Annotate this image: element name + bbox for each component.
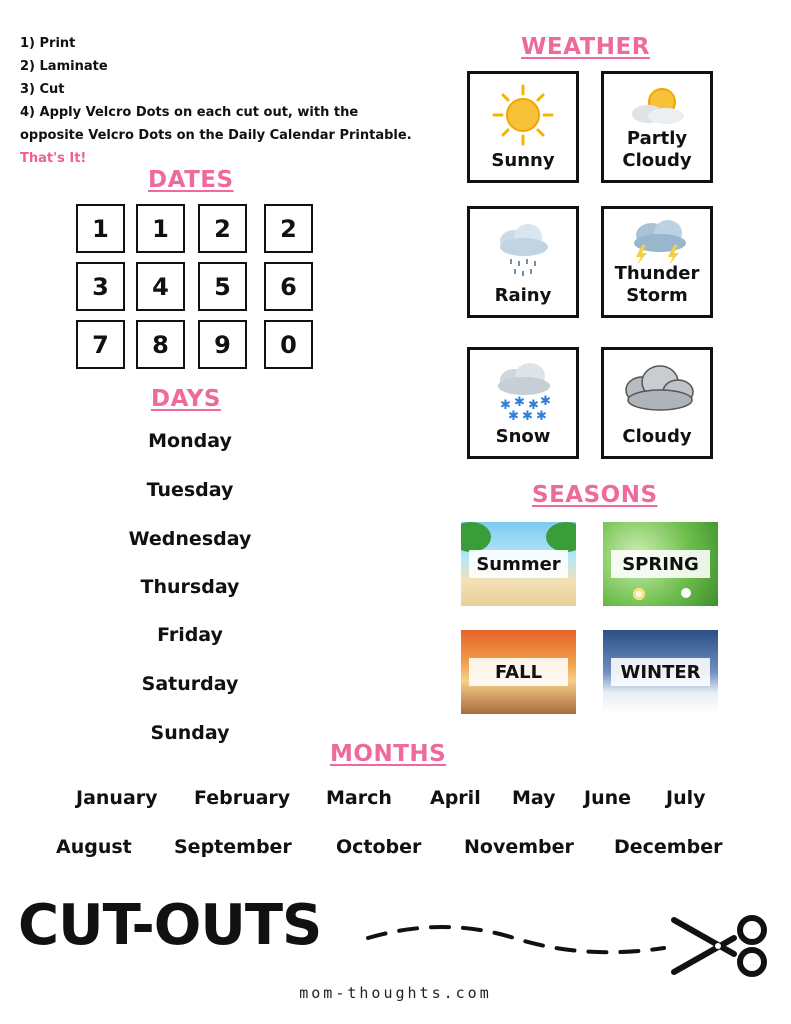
month-label: July	[666, 787, 706, 809]
palm-leaf-icon	[461, 522, 491, 552]
weather-label-line2: Storm	[626, 285, 688, 306]
weather-label-line2: Cloudy	[622, 150, 692, 171]
svg-text:✱: ✱	[514, 395, 525, 410]
dashed-cut-line	[364, 914, 674, 964]
svg-text:✱: ✱	[500, 398, 511, 413]
day-label: Friday	[157, 624, 223, 646]
weather-label-line1: Snow	[495, 426, 551, 447]
instruction-step-1: 1) Print	[20, 36, 76, 51]
palm-leaf-icon	[546, 522, 576, 552]
weather-label-line1: Thunder	[614, 263, 700, 284]
date-tile: 5	[198, 262, 247, 311]
date-tile: 2	[264, 204, 313, 253]
weather-label-line1: Partly	[626, 128, 688, 149]
weather-card-partly-cloudy	[601, 71, 713, 183]
date-tile: 0	[264, 320, 313, 369]
months-heading: MONTHS	[330, 741, 447, 767]
dates-heading: DATES	[148, 167, 234, 193]
instruction-step-3: 3) Cut	[20, 82, 65, 97]
day-label: Tuesday	[146, 479, 234, 501]
date-tile: 6	[264, 262, 313, 311]
season-card-spring	[603, 522, 718, 606]
season-card-winter	[603, 630, 718, 714]
cutouts-title: CUT-OUTS	[18, 893, 322, 958]
footer-site: mom-thoughts.com	[299, 984, 492, 1002]
weather-label	[470, 285, 576, 307]
svg-text:✱: ✱	[528, 398, 539, 413]
weather-label	[604, 128, 710, 172]
flower-icon	[681, 588, 691, 598]
month-label: March	[326, 787, 392, 809]
weather-heading: WEATHER	[521, 34, 650, 60]
svg-text:✱: ✱	[540, 394, 551, 409]
date-tile: 7	[76, 320, 125, 369]
weather-card-thunderstorm	[601, 206, 713, 318]
instruction-step-4b: opposite Velcro Dots on the Daily Calendar Printable.	[20, 128, 412, 143]
month-label: August	[56, 836, 132, 858]
weather-card-sunny	[467, 71, 579, 183]
svg-text:✱: ✱	[522, 409, 533, 424]
season-card-fall	[461, 630, 576, 714]
month-label: May	[512, 787, 556, 809]
day-label: Sunday	[150, 722, 230, 744]
month-label: January	[76, 787, 158, 809]
svg-text:✱: ✱	[508, 409, 519, 424]
svg-text:✱: ✱	[536, 409, 547, 424]
weather-card-rainy	[467, 206, 579, 318]
days-heading: DAYS	[151, 386, 221, 412]
season-label: WINTER	[611, 658, 710, 686]
weather-label-line1: Rainy	[494, 285, 552, 306]
instructions	[20, 32, 412, 170]
season-label: SPRING	[611, 550, 710, 578]
thunderstorm-icon	[604, 215, 710, 267]
rain-cloud-icon	[470, 215, 576, 281]
date-tile: 8	[136, 320, 185, 369]
month-label: October	[336, 836, 422, 858]
date-tile: 1	[136, 204, 185, 253]
season-card-summer	[461, 522, 576, 606]
weather-card-cloudy	[601, 347, 713, 459]
weather-card-snow	[467, 347, 579, 459]
month-label: February	[194, 787, 291, 809]
day-label: Wednesday	[128, 528, 252, 550]
month-label: September	[174, 836, 292, 858]
date-tile: 3	[76, 262, 125, 311]
seasons-heading: SEASONS	[532, 482, 658, 508]
scissors-icon	[668, 912, 772, 980]
snow-cloud-icon	[470, 356, 576, 426]
month-label: December	[614, 836, 723, 858]
weather-label	[604, 263, 710, 307]
weather-label-line1: Cloudy	[622, 426, 692, 447]
day-label: Monday	[148, 430, 232, 452]
weather-label-line1: Sunny	[491, 150, 555, 171]
weather-label	[470, 150, 576, 172]
date-tile: 2	[198, 204, 247, 253]
weather-label	[470, 426, 576, 448]
day-label: Thursday	[140, 576, 240, 598]
weather-label	[604, 426, 710, 448]
instruction-step-2: 2) Laminate	[20, 59, 108, 74]
month-label: April	[430, 787, 481, 809]
season-label: Summer	[469, 550, 568, 578]
instruction-step-4a: 4) Apply Velcro Dots on each cut out, with the	[20, 105, 359, 120]
day-label: Saturday	[141, 673, 239, 695]
month-label: November	[464, 836, 574, 858]
date-tile: 9	[198, 320, 247, 369]
date-tile: 1	[76, 204, 125, 253]
partly-cloudy-icon	[604, 80, 710, 130]
sun-icon	[470, 80, 576, 150]
cloud-icon	[604, 356, 710, 422]
flower-icon	[633, 588, 645, 600]
month-label: June	[584, 787, 632, 809]
season-label: FALL	[469, 658, 568, 686]
date-tile: 4	[136, 262, 185, 311]
instruction-closing: That's It!	[20, 151, 87, 166]
